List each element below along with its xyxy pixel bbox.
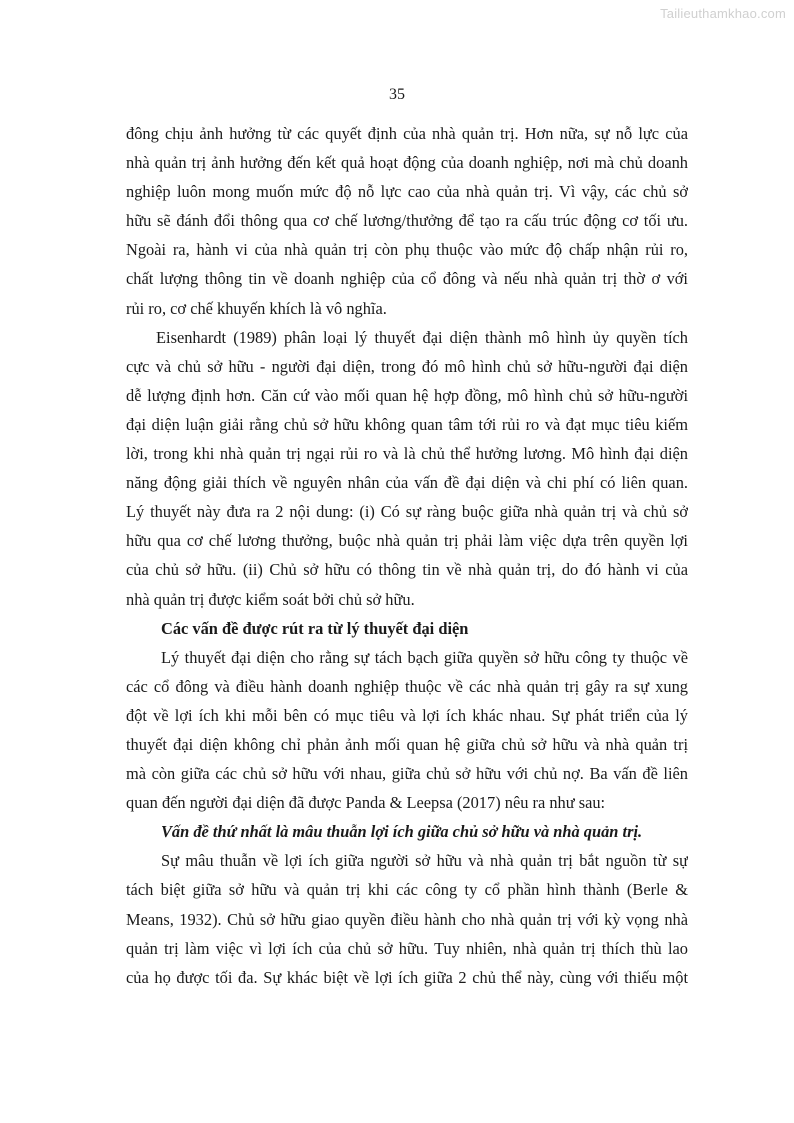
text-line: của chủ sở hữu. (ii) Chủ sở hữu có thông tin về nhà quản trị, do đó hành vi của: [126, 560, 688, 580]
text-line: đại diện luận giải rằng chủ sở hữu không quan tâm tới rủi ro và đạt mục tiêu kiếm: [126, 414, 688, 434]
document-body: [126, 119, 688, 992]
subsection-heading: Vấn đề thứ nhất là mâu thuẫn lợi ích giữa chủ sở hữu và nhà quản trị.: [161, 822, 643, 842]
text-line: quản trị làm việc vì lợi ích của chủ sở hữu. Tuy nhiên, nhà quản trị thích thù lao: [126, 938, 688, 958]
text-line: Lý thuyết đại diện cho rằng sự tách bạch giữa quyền sở hữu công ty thuộc về: [161, 647, 688, 667]
text-line: thuyết đại diện không chỉ phản ảnh mối quan hệ giữa chủ sở hữu và nhà quản trị: [126, 734, 688, 754]
text-line: hữu qua cơ chế lương thưởng, buộc nhà quản trị phải làm việc dựa trên quyền lợi: [126, 531, 688, 551]
text-line: Sự mâu thuẫn về lợi ích giữa người sở hữu và nhà quản trị bắt nguồn từ sự: [161, 851, 688, 871]
text-line: rủi ro, cơ chế khuyến khích là vô nghĩa.: [126, 298, 387, 318]
section-heading: Các vấn đề được rút ra từ lý thuyết đại diện: [161, 618, 469, 638]
text-line: nhà quản trị được kiểm soát bởi chủ sở hữu.: [126, 589, 415, 609]
text-line: dễ lượng định hơn. Căn cứ vào mối quan hệ hợp đồng, mô hình chủ sở hữu-người: [126, 385, 688, 405]
text-line: Ngoài ra, hành vi của nhà quản trị còn phụ thuộc vào mức độ chấp nhận rủi ro,: [126, 240, 688, 260]
text-line: Means, 1932). Chủ sở hữu giao quyền điều hành cho nhà quản trị với kỳ vọng nhà: [126, 909, 688, 929]
text-line: nhà quản trị ảnh hưởng đến kết quả hoạt động của doanh nghiệp, nơi mà chủ doanh: [126, 153, 688, 173]
text-line: quan đến người đại diện đã được Panda & Leepsa (2017) nêu ra như sau:: [126, 793, 606, 813]
text-line: cực và chủ sở hữu - người đại diện, trong đó mô hình chủ sở hữu-người đại diện: [126, 356, 688, 376]
text-line: chất lượng thông tin về doanh nghiệp của cổ đông và nếu nhà quản trị thờ ơ với: [126, 269, 688, 289]
text-line: đông chịu ảnh hưởng từ các quyết định của nhà quản trị. Hơn nữa, sự nỗ lực của: [126, 124, 688, 143]
text-line: đột về lợi ích khi mỗi bên có mục tiêu và lợi ích khác nhau. Sự phát triển của lý: [126, 705, 688, 725]
text-line: Eisenhardt (1989) phân loại lý thuyết đại diện thành mô hình ủy quyền tích: [156, 327, 688, 347]
paragraph-1: [126, 119, 688, 323]
text-line: mà còn giữa các chủ sở hữu với nhau, giữa chủ sở hữu với chủ nợ. Ba vấn đề liên: [126, 764, 688, 784]
page-number: 35: [389, 86, 405, 103]
watermark-text: Tailieuthamkhao.com: [660, 6, 786, 21]
text-line: hữu sẽ đánh đổi thông qua cơ chế lương/thưởng để tạo ra cấu trúc động cơ tối ưu.: [126, 211, 688, 231]
text-line: nghiệp luôn mong muốn mức độ nỗ lực cao của nhà quản trị. Vì vậy, các chủ sở: [126, 182, 688, 202]
text-line: của họ được tối đa. Sự khác biệt về lợi ích giữa 2 chủ thể này, cùng với thiếu một: [126, 967, 688, 987]
text-line: năng động giải thích về nguyên nhân của vấn đề đại diện và chi phí có liên quan.: [126, 473, 688, 493]
paragraph-3: [126, 643, 688, 818]
text-line: các cổ đông và điều hành doanh nghiệp thuộc về các nhà quản trị gây ra sự xung: [126, 676, 688, 696]
text-line: Lý thuyết này đưa ra 2 nội dung: (i) Có sự ràng buộc giữa nhà quản trị và chủ sở: [126, 502, 688, 522]
text-line: lời, trong khi nhà quản trị ngại rủi ro và là chủ thể hưởng lương. Mô hình đại diện: [126, 444, 688, 464]
paragraph-2: [126, 323, 688, 614]
text-line: tách biệt giữa sở hữu và quản trị khi các công ty cổ phần hình thành (Berle &: [126, 880, 688, 900]
paragraph-4: [126, 846, 688, 991]
